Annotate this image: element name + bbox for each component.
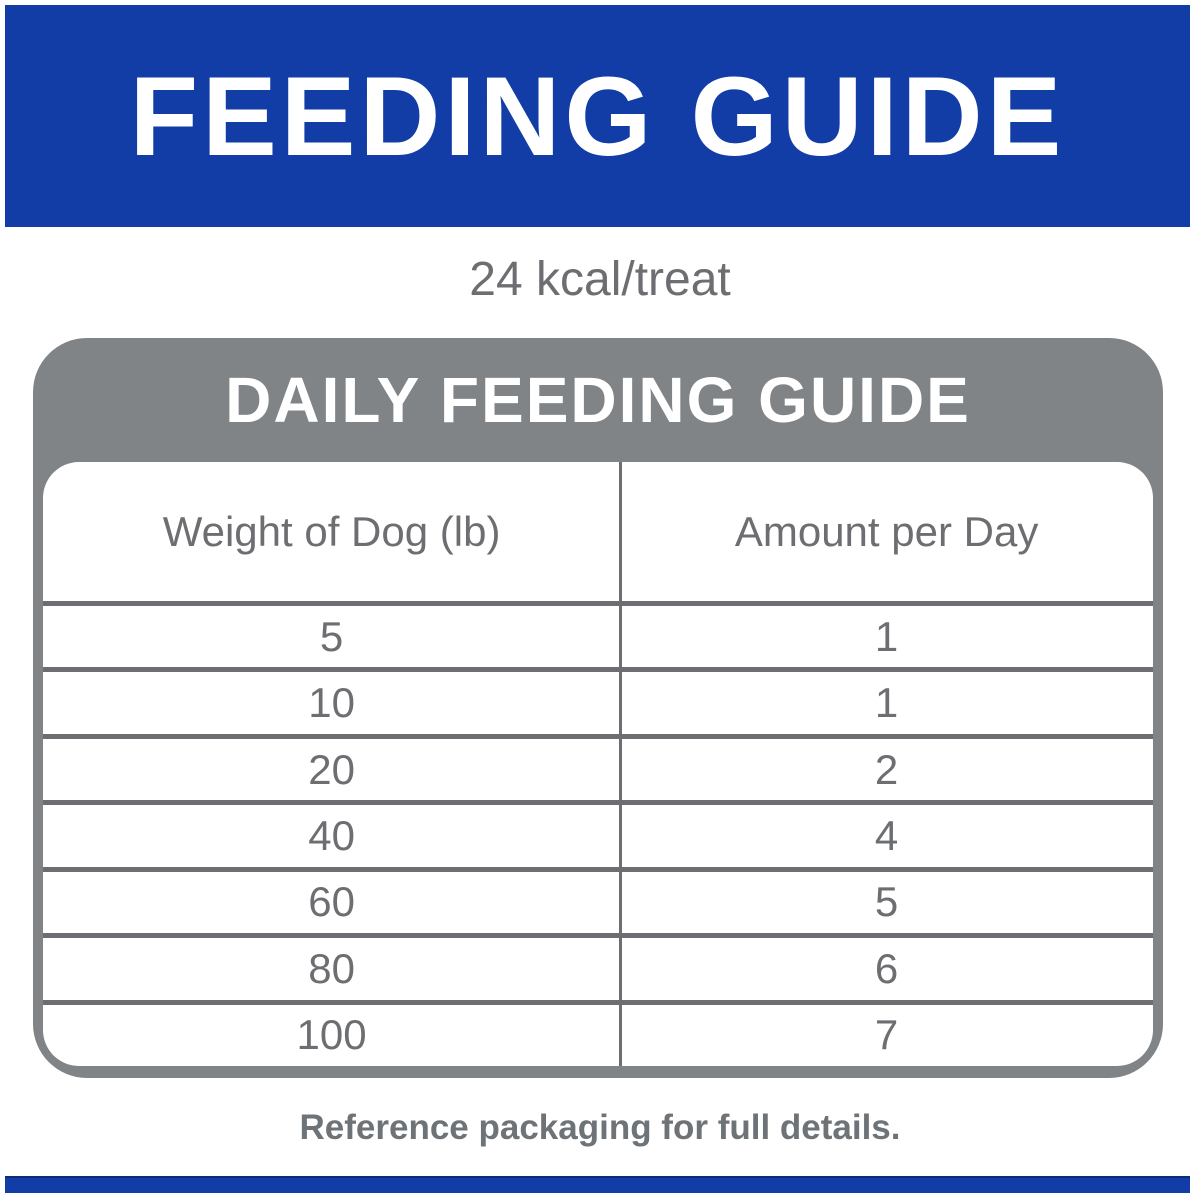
table-row [43, 800, 1153, 866]
table-row [43, 933, 1153, 999]
table-row [43, 867, 1153, 933]
table-row [43, 667, 1153, 733]
column-header-weight: Weight of Dog (lb) [162, 507, 501, 555]
amount-cell: 6 [874, 944, 899, 992]
weight-cell: 20 [308, 745, 355, 793]
amount-cell: 1 [874, 612, 899, 660]
table-header-row [43, 462, 1153, 601]
column-divider [619, 462, 622, 1066]
weight-cell: 100 [296, 1011, 367, 1059]
banner-title: FEEDING GUIDE [129, 53, 1066, 179]
daily-feeding-guide-card [33, 338, 1163, 1078]
amount-cell: 7 [874, 1011, 899, 1059]
weight-cell: 10 [308, 679, 355, 727]
feeding-table [43, 462, 1153, 1066]
table-row [43, 601, 1153, 667]
bottom-accent-bar [5, 1176, 1190, 1193]
weight-cell: 80 [308, 944, 355, 992]
amount-cell: 2 [874, 745, 899, 793]
kcal-per-treat-label: 24 kcal/treat [469, 253, 731, 306]
amount-cell: 5 [874, 878, 899, 926]
weight-cell: 40 [308, 811, 355, 859]
weight-cell: 5 [319, 612, 344, 660]
column-header-amount: Amount per Day [734, 507, 1039, 555]
reference-note: Reference packaging for full details. [299, 1108, 901, 1147]
card-header [33, 338, 1163, 462]
amount-cell: 4 [874, 811, 899, 859]
table-row [43, 734, 1153, 800]
weight-cell: 60 [308, 878, 355, 926]
card-title: DAILY FEEDING GUIDE [225, 364, 971, 436]
amount-cell: 1 [874, 679, 899, 727]
feeding-guide-banner [5, 5, 1190, 227]
table-row [43, 1000, 1153, 1066]
